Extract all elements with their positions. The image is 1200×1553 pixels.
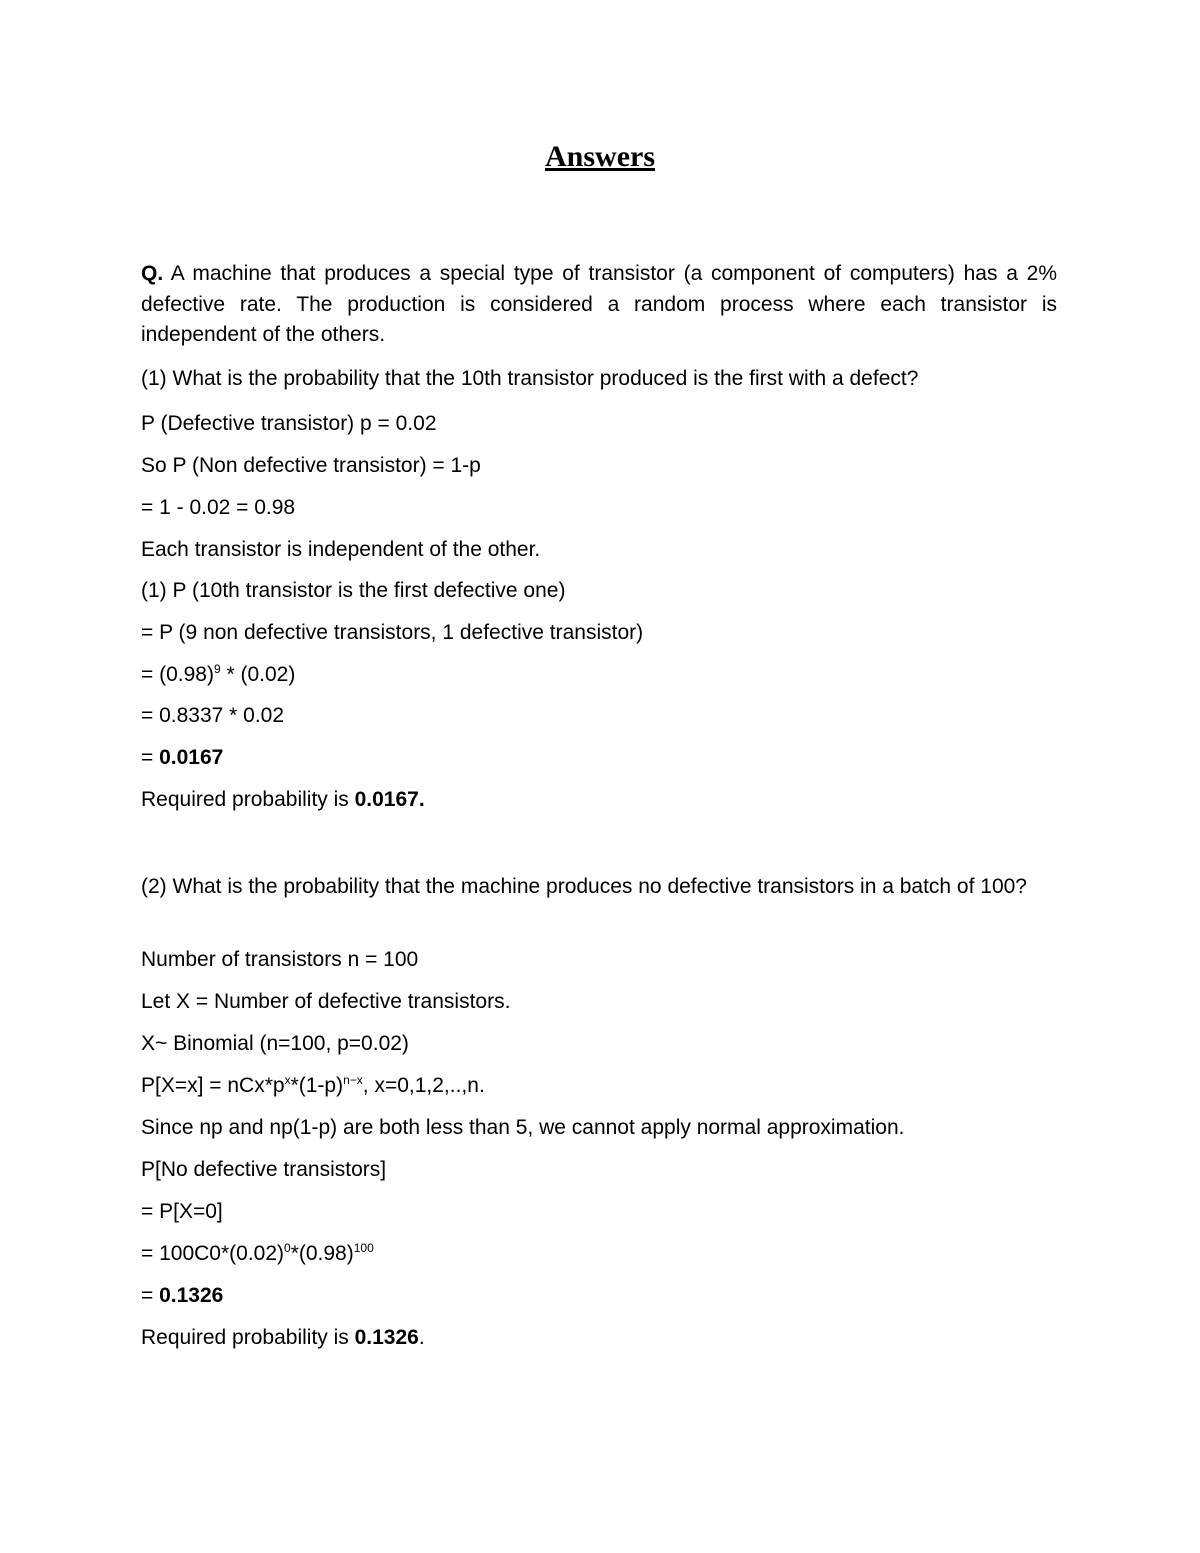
part1-line-6: = P (9 non defective transistors, 1 defective transistor) — [141, 621, 644, 644]
part2-line-4-exp2: n−x — [343, 1073, 363, 1087]
part2-line-4-a: P[X=x] = nCx*p — [141, 1074, 285, 1097]
part1-line-8: = 0.8337 * 0.02 — [141, 704, 285, 727]
part1-final-answer: 0.0167. — [354, 788, 425, 811]
part2-line-10 — [141, 1323, 1057, 1353]
part1-line-4: Each transistor is independent of the other. — [141, 538, 541, 561]
part2-line-8-a: = 100C0*(0.02) — [141, 1242, 285, 1265]
part2-line-5: Since np and np(1-p) are both less than 5, we cannot apply normal approximation. — [141, 1116, 905, 1139]
part2-final-answer: 0.1326 — [354, 1326, 419, 1349]
part2-line-1: Number of transistors n = 100 — [141, 948, 419, 971]
part2-result: 0.1326 — [159, 1284, 224, 1307]
part2-line-8-exp2: 100 — [353, 1241, 374, 1255]
page-title: Answers — [545, 140, 655, 173]
part2-line-2: Let X = Number of defective transistors. — [141, 990, 511, 1013]
part2-line-3: X~ Binomial (n=100, p=0.02) — [141, 1032, 409, 1055]
part2-line-7: = P[X=0] — [141, 1200, 223, 1223]
part1-line-7-rest: * (0.02) — [220, 663, 296, 686]
question-paragraph — [141, 259, 1057, 351]
part2-line-4-b: *(1-p) — [290, 1074, 344, 1097]
part2-line-9-prefix: = — [141, 1284, 160, 1307]
part1-line-9-prefix: = — [141, 746, 160, 769]
part1-line-10 — [141, 785, 1057, 815]
part1-line-5: (1) P (10th transistor is the first defective one) — [141, 579, 566, 602]
part1-line-9 — [141, 743, 1057, 773]
part2-line-4-exp1: x — [284, 1073, 291, 1087]
part1-line-2: So P (Non defective transistor) = 1-p — [141, 454, 481, 477]
part1-question: (1) What is the probability that the 10th transistor produced is the first with a defect? — [141, 367, 919, 390]
part2-question: (2) What is the probability that the machine produces no defective transistors in a batch of 100? — [141, 875, 1027, 898]
part2-line-10-prefix: Required probability is — [141, 1326, 355, 1349]
part1-line-3: = 1 - 0.02 = 0.98 — [141, 496, 296, 519]
question-text: A machine that produces a special type of transistor (a component of computers) has a 2% defective rate. The production is considered a random process where each transistor is independent of the others. — [141, 262, 1057, 346]
part2-line-4-c: , x=0,1,2,..,n. — [362, 1074, 485, 1097]
part1-line-7 — [141, 660, 1057, 690]
part2-line-6: P[No defective transistors] — [141, 1158, 387, 1181]
part1-line-7-base: = (0.98) — [141, 663, 214, 686]
part2-line-8 — [141, 1239, 1057, 1269]
part2-line-10-suffix: . — [418, 1326, 425, 1349]
part1-line-10-prefix: Required probability is — [141, 788, 355, 811]
part1-line-7-exponent: 9 — [213, 662, 221, 676]
part2-line-4 — [141, 1071, 1057, 1101]
part1-result: 0.0167 — [159, 746, 224, 769]
question-label: Q. — [141, 262, 164, 285]
part2-line-8-b: *(0.98) — [290, 1242, 354, 1265]
part1-line-1: P (Defective transistor) p = 0.02 — [141, 412, 437, 435]
part2-line-9 — [141, 1281, 1057, 1311]
part2-line-8-exp1: 0 — [284, 1241, 291, 1255]
